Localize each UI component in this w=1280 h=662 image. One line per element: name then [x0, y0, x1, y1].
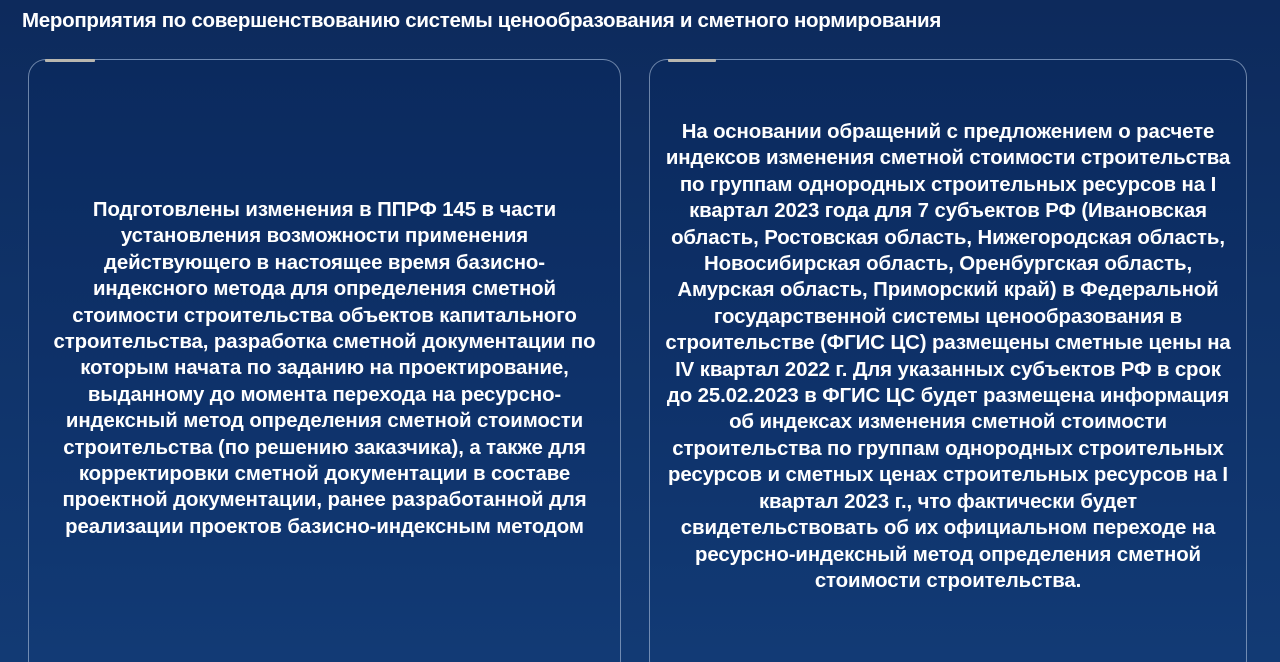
- info-card-left: [28, 59, 621, 662]
- card-text: На основании обращений с предложением о расчете индексов изменения сметной стоимости строительства по группам однородных строительных ресурсов на I квартал 2023 года для 7 субъектов РФ (Ивановская область, Ростовская область, Нижегородская область, Новосибирская область, Оренбургская область, Амурская область, Приморский край) в Федеральной государственной системы ценообразования в строительстве (ФГИС ЦС) размещены сметные цены на IV квартал 2022 г. Для указанных субъектов РФ в срок до 25.02.2023 в ФГИС ЦС будет размещена информация об индексах изменения сметной стоимости строительства по группам однородных строительных ресурсов и сметных ценах строительных ресурсов на I квартал 2023 г., что фактически будет свидетельствовать об их официальном переходе на ресурсно-индексный метод определения сметной стоимости строительства.: [665, 121, 1231, 592]
- card-accent-line: [45, 59, 95, 62]
- page-title: Мероприятия по совершенствованию системы ценообразования и сметного нормирования: [22, 9, 942, 32]
- card-accent-line: [668, 59, 716, 62]
- card-text: Подготовлены изменения в ППРФ 145 в части установления возможности применения действующего в настоящее время базисно-индексного метода для определения сметной стоимости строительства объектов капитального строительства, разработка сметной документации по которым начата по заданию на проектирование, выданному до момента перехода на ресурсно-индексный метод определения сметной стоимости строительства (по решению заказчика), а также для корректировки сметной документации в составе проектной документации, ранее разработанной для реализации проектов базисно-индексным методом: [53, 199, 596, 538]
- info-card-right: [649, 59, 1247, 662]
